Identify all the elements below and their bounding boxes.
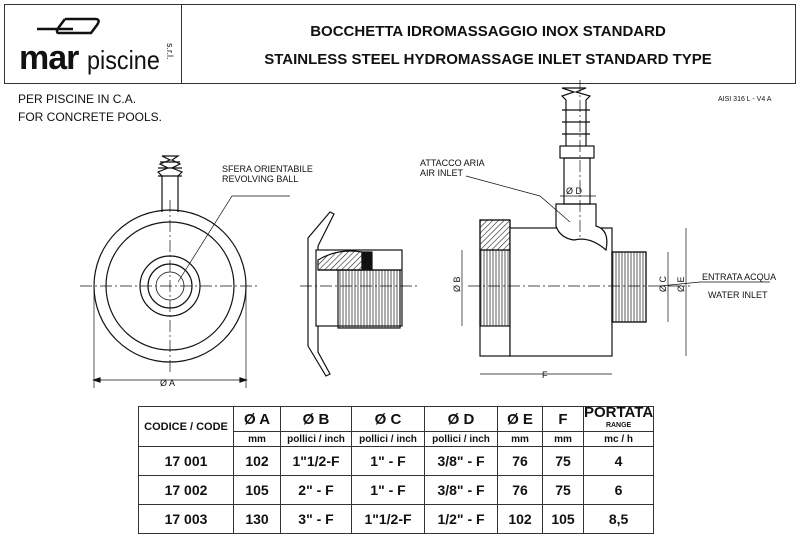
table-cell: 1/2" - F (425, 505, 498, 534)
table-cell: 2" - F (281, 476, 352, 505)
table-cell: 1"1/2-F (281, 447, 352, 476)
unit-portata: mc / h (584, 432, 654, 447)
logo-piscine-text: piscine (87, 45, 160, 75)
material-spec: AISI 316 L - V4 A (718, 96, 772, 103)
table-cell: 17 001 (139, 447, 234, 476)
table-cell: 1" - F (352, 476, 425, 505)
header-portata-en: RANGE (605, 421, 632, 429)
header-e: Ø E (498, 407, 543, 432)
table-cell: 6 (584, 476, 654, 505)
dimension-c-label: Ø C (658, 275, 668, 292)
header-portata-it: PORTATA (584, 403, 654, 421)
logo-srl-text: s.r.l. (165, 43, 175, 60)
table-cell: 1" - F (352, 447, 425, 476)
label-acqua-it: ENTRATA ACQUA (702, 272, 777, 282)
header-a: Ø A (234, 407, 281, 432)
label-sfera-it: SFERA ORIENTABILE (222, 164, 313, 174)
table-cell: 4 (584, 447, 654, 476)
title-italian: BOCCHETTA IDROMASSAGGIO INOX STANDARD (310, 23, 666, 40)
dimension-d-label: Ø D (566, 186, 583, 196)
table-cell: 102 (498, 505, 543, 534)
unit-b: pollici / inch (281, 432, 352, 447)
unit-f: mm (543, 432, 584, 447)
table-cell: 75 (543, 447, 584, 476)
table-cell: 105 (543, 505, 584, 534)
label-aria-en: AIR INLET (420, 168, 464, 178)
table-cell: 8,5 (584, 505, 654, 534)
unit-d: pollici / inch (425, 432, 498, 447)
header-c: Ø C (352, 407, 425, 432)
table-cell: 76 (498, 447, 543, 476)
label-acqua-en: WATER INLET (708, 290, 768, 300)
table-row (139, 505, 654, 534)
dimension-f-label: F (542, 370, 548, 380)
specification-table (138, 403, 654, 534)
dimension-b-label: Ø B (452, 276, 462, 292)
table-cell: 102 (234, 447, 281, 476)
logo-mar-text: mar (19, 39, 79, 77)
table-row (139, 476, 654, 505)
header-b: Ø B (281, 407, 352, 432)
unit-c: pollici / inch (352, 432, 425, 447)
dimension-a-label: Ø A (160, 378, 176, 388)
note-english: FOR CONCRETE POOLS. (18, 110, 163, 124)
label-aria-it: ATTACCO ARIA (420, 158, 485, 168)
header-code: CODICE / CODE (139, 407, 234, 447)
header-portata (584, 403, 654, 432)
table-cell: 1"1/2-F (352, 505, 425, 534)
dimension-e-label: Ø E (676, 276, 686, 292)
table-cell: 130 (234, 505, 281, 534)
table-row (139, 447, 654, 476)
header-f: F (543, 407, 584, 432)
title-english: STAINLESS STEEL HYDROMASSAGE INLET STANDARD TYPE (264, 51, 712, 68)
header-d: Ø D (425, 407, 498, 432)
side-exterior-view (462, 80, 770, 374)
note-italian: PER PISCINE IN C.A. (18, 92, 137, 106)
label-sfera-en: REVOLVING BALL (222, 174, 299, 184)
unit-a: mm (234, 432, 281, 447)
table-cell: 17 002 (139, 476, 234, 505)
table-cell: 3" - F (281, 505, 352, 534)
unit-e: mm (498, 432, 543, 447)
table-cell: 3/8" - F (425, 476, 498, 505)
table-cell: 17 003 (139, 505, 234, 534)
front-view (80, 156, 290, 388)
table-cell: 3/8" - F (425, 447, 498, 476)
table-cell: 75 (543, 476, 584, 505)
side-section-view (300, 212, 420, 376)
table-cell: 76 (498, 476, 543, 505)
table-cell: 105 (234, 476, 281, 505)
